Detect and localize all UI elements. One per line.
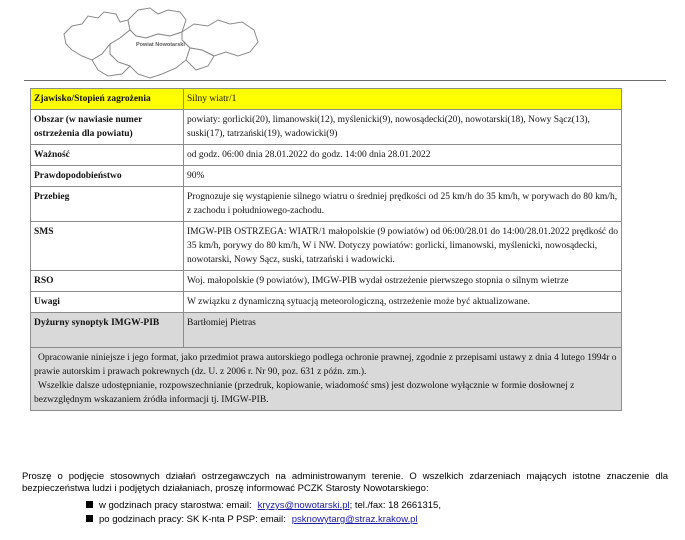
table-row xyxy=(31,292,622,313)
contact2-email-link[interactable]: psknowytarg@straz.krakow.pl xyxy=(291,514,418,525)
bullet-icon xyxy=(86,501,93,508)
row-label-rso: RSO xyxy=(31,271,184,292)
contact-office-hours xyxy=(86,500,441,512)
contact-after-hours xyxy=(86,514,418,526)
map-label: Powiat Nowotarski xyxy=(136,42,185,48)
contact1-prefix: w godzinach pracy starostwa: email: xyxy=(99,500,252,511)
row-value-course: Prognozuje się wystąpienie silnego wiatru o średniej prędkości od 25 km/h do 35 km/h, w porywach do 80 km/h, z zachodu i południowego-zachodu. xyxy=(184,187,622,222)
warning-table xyxy=(30,88,622,411)
document-header xyxy=(0,0,685,82)
copyright-text: Opracowanie niniejsze i jego format, jako przedmiot prawa autorskiego podlega ochronie prawnej, zgodnie z przepisami ustawy z dnia 4 lutego 1994r o prawie autorskim i prawach pokrewnych (dz. U. z 2006 r. Nr 90, poz. 631 z późn. zm.). xyxy=(34,353,617,377)
row-label-sms: SMS xyxy=(31,222,184,271)
row-label-validity: Ważność xyxy=(31,145,184,166)
table-row xyxy=(31,222,622,271)
contact2-prefix: po godzinach pracy: SK K-nta P PSP: email: xyxy=(99,514,286,525)
table-row xyxy=(31,89,622,110)
table-row xyxy=(31,187,622,222)
row-label-forecaster: Dyżurny synoptyk IMGW-PIB xyxy=(31,313,184,348)
row-label-remarks: Uwagi xyxy=(31,292,184,313)
row-value-probability: 90% xyxy=(184,166,622,187)
row-value-phenomenon: Silny wiatr/1 xyxy=(184,89,622,110)
instructions-paragraph: Proszę o podjęcie stosownych działań ostrzegawczych na administrowanym terenie. O wszelkich zdarzeniach mających istotne znaczenie dla bezpieczeństwa ludzi i podjętych działaniach, proszę informować PCZK Starosty Nowotarskiego: xyxy=(22,471,668,494)
copyright-note xyxy=(31,348,622,411)
table-row xyxy=(31,145,622,166)
table-row xyxy=(31,110,622,145)
contact1-suffix: ; tel./fax: 18 2661315, xyxy=(349,500,441,511)
row-label-probability: Prawdopodobieństwo xyxy=(31,166,184,187)
contact1-email-link[interactable]: kryzys@nowotarski.pl xyxy=(257,500,350,511)
row-value-area: powiaty: gorlicki(20), limanowski(12), myślenicki(9), nowosądecki(20), nowotarski(18), Nowy Sącz(13), suski(17), tatrzański(19), wadowicki(9) xyxy=(184,110,622,145)
row-value-remarks: W związku z dynamiczną sytuacją meteorologiczną, ostrzeżenie może być aktualizowane. xyxy=(184,292,622,313)
row-value-rso: Woj. małopolskie (9 powiatów), IMGW-PIB wydał ostrzeżenie pierwszego stopnia o silnym wietrze xyxy=(184,271,622,292)
row-value-validity: od godz. 06:00 dnia 28.01.2022 do godz. 14:00 dnia 28.01.2022 xyxy=(184,145,622,166)
instructions-block xyxy=(22,471,668,494)
distribution-text: Wszelkie dalsze udostępnianie, rozpowszechnianie (przedruk, kopiowanie, wiadomość sms) jest dozwolone wyłącznie w formie dosłownej z bezwzględnym wskazaniem źródła informacji tj. IMGW-PIB. xyxy=(34,381,575,405)
row-value-sms: IMGW-PIB OSTRZEGA: WIATR/1 małopolskie (9 powiatów) od 06:00/28.01 do 14:00/28.01.2022 prędkość do 35 km/h, porywy do 80 km/h, W i NW. Dotyczy powiatów: gorlicki, limanowski, myślenicki, nowosądecki, nowotarski, Nowy Sącz, suski, tatrzański i wadowicki. xyxy=(184,222,622,271)
row-value-forecaster: Bartłomiej Pietras xyxy=(184,313,622,348)
row-label-phenomenon: Zjawisko/Stopień zagrożenia xyxy=(31,89,184,110)
bullet-icon xyxy=(86,515,93,522)
table-row xyxy=(31,166,622,187)
table-row xyxy=(31,313,622,348)
table-footer-row xyxy=(31,348,622,411)
powiat-map-logo xyxy=(58,4,278,80)
row-label-area: Obszar (w nawiasie numer ostrzeżenia dla powiatu) xyxy=(31,110,184,145)
header-divider xyxy=(24,80,666,81)
table-row xyxy=(31,271,622,292)
row-label-course: Przebieg xyxy=(31,187,184,222)
